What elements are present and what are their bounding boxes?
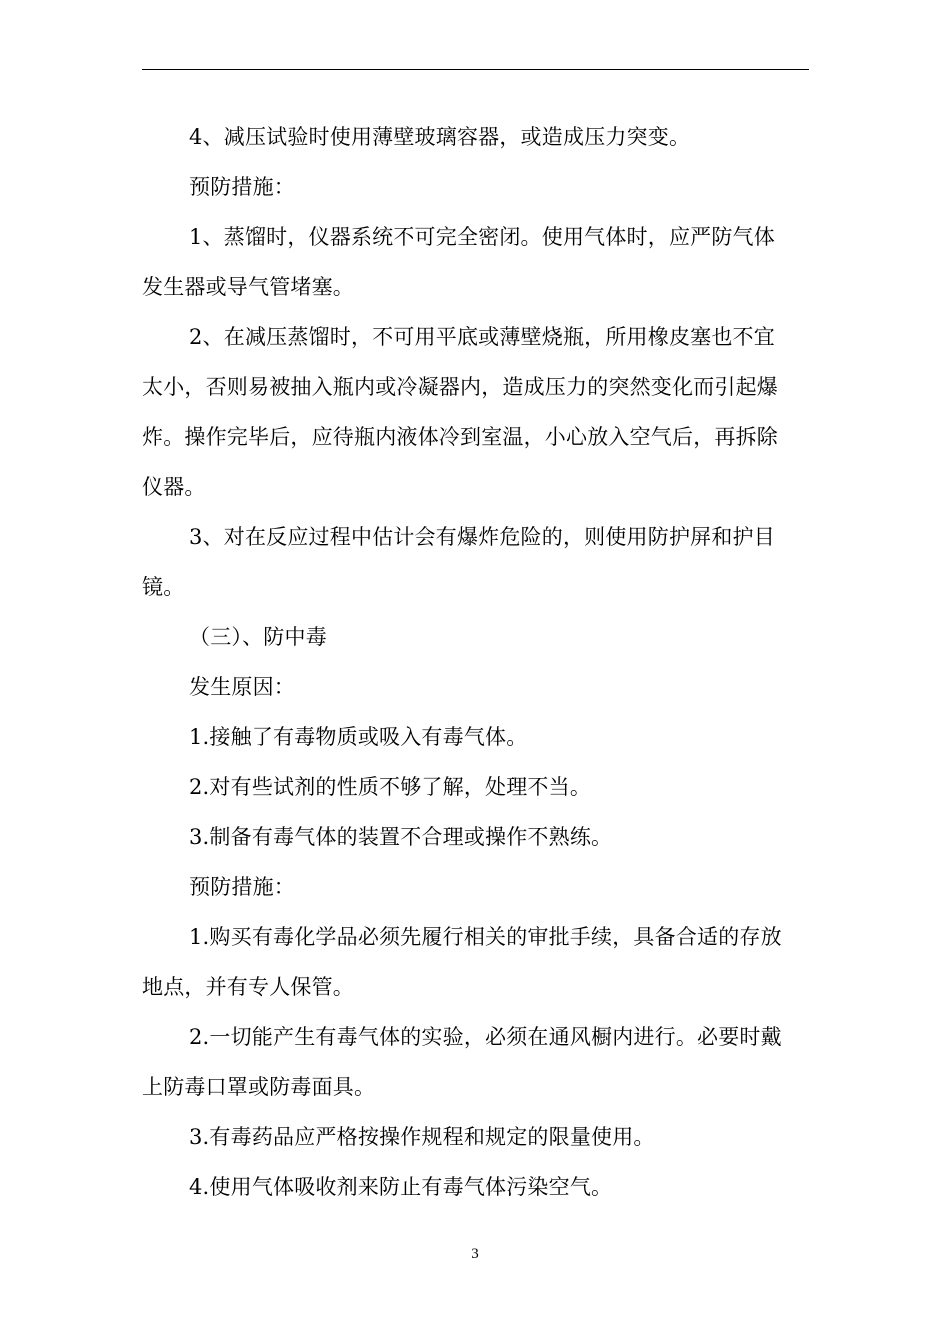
- text-line-17: 1.购买有毒化学品必须先履行相关的审批手续，具备合适的存放: [189, 925, 782, 949]
- page-number: 3: [471, 1246, 479, 1262]
- text-line-9: 3、对在反应过程中估计会有爆炸危险的，则使用防护屏和护目: [189, 525, 775, 549]
- document-body: [142, 112, 809, 1212]
- text-line-10: 镜。: [142, 575, 185, 599]
- text-line-3: 1、蒸馏时，仪器系统不可完全密闭。使用气体时，应严防气体: [189, 225, 775, 249]
- text-line-16: 预防措施：: [189, 875, 295, 899]
- text-line-7: 炸。操作完毕后，应待瓶内液体冷到室温，小心放入空气后，再拆除: [142, 425, 778, 449]
- text-line-21: 3.有毒药品应严格按操作规程和规定的限量使用。: [189, 1125, 655, 1149]
- text-line-18: 地点，并有专人保管。: [142, 975, 354, 999]
- text-line-2: 预防措施：: [189, 175, 295, 199]
- text-line-13: 1.接触了有毒物质或吸入有毒气体。: [189, 725, 528, 749]
- text-line-8: 仪器。: [142, 475, 206, 499]
- text-line-22: 4.使用气体吸收剂来防止有毒气体污染空气。: [189, 1175, 613, 1199]
- text-line-19: 2.一切能产生有毒气体的实验，必须在通风橱内进行。必要时戴: [189, 1025, 782, 1049]
- text-line-14: 2.对有些试剂的性质不够了解，处理不当。: [189, 775, 592, 799]
- text-line-20: 上防毒口罩或防毒面具。: [142, 1075, 376, 1099]
- text-line-12: 发生原因：: [189, 675, 295, 699]
- text-line-5: 2、在减压蒸馏时，不可用平底或薄壁烧瓶，所用橡皮塞也不宜: [189, 325, 775, 349]
- text-line-1: 4、减压试验时使用薄壁玻璃容器，或造成压力突变。: [189, 125, 691, 149]
- text-line-4: 发生器或导气管堵塞。: [142, 275, 354, 299]
- header-rule: [142, 69, 809, 70]
- section-heading: （三）、防中毒: [189, 625, 327, 649]
- text-line-6: 太小，否则易被抽入瓶内或冷凝器内，造成压力的突然变化而引起爆: [142, 375, 778, 399]
- text-line-15: 3.制备有毒气体的装置不合理或操作不熟练。: [189, 825, 613, 849]
